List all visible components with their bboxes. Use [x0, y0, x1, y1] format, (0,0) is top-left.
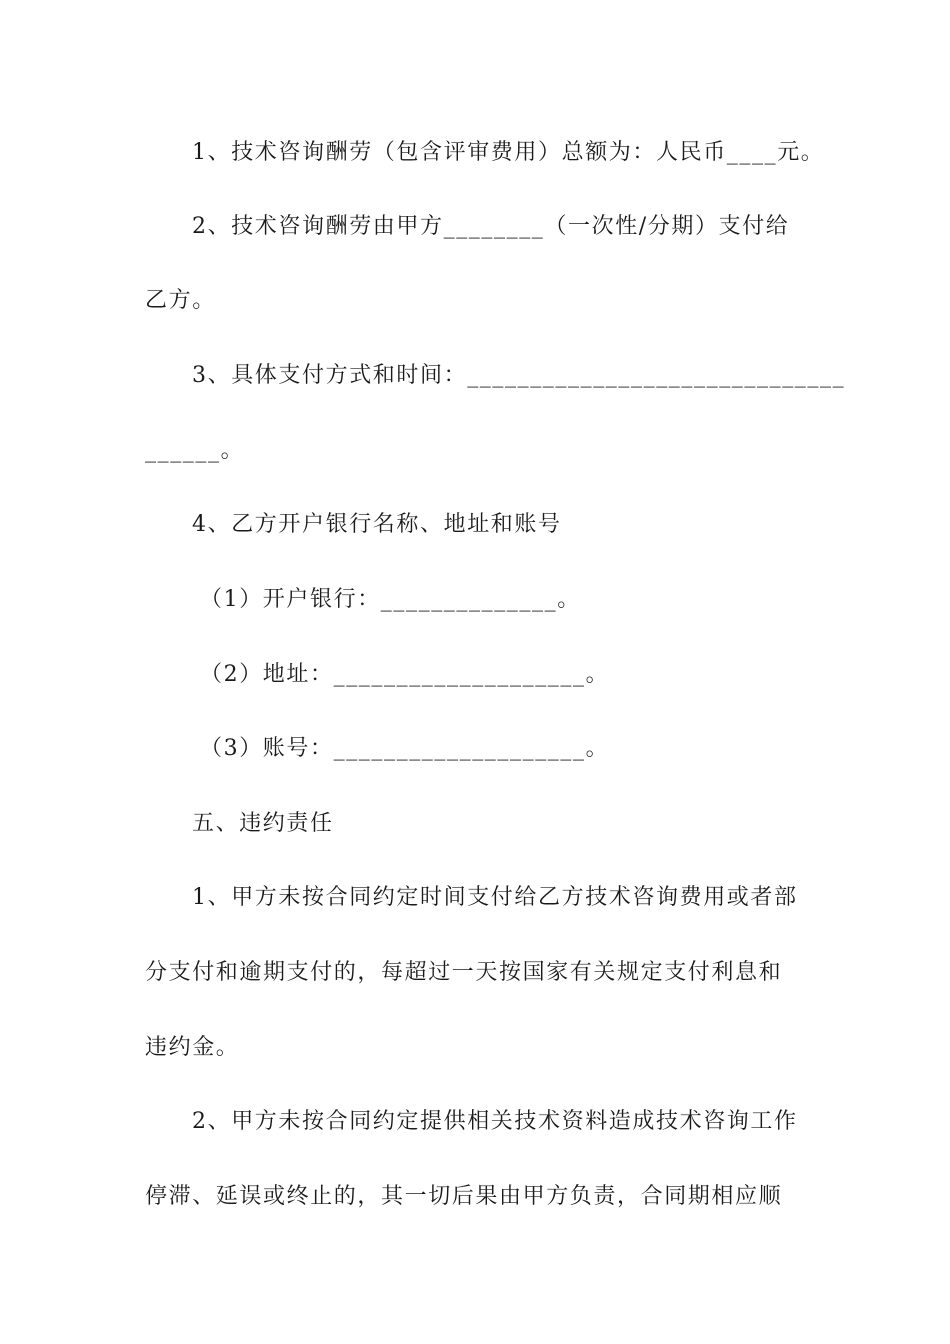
bank-name-line: （1）开户银行：______________。 [200, 587, 581, 612]
payment-time-line: 3、具体支付方式和时间：______________________________ [192, 363, 846, 388]
payment-method-line-cont: 乙方。 [145, 288, 216, 313]
breach-clause-2-line-1: 2、甲方未按合同约定提供相关技术资料造成技术咨询工作 [192, 1109, 798, 1134]
payment-time-line-cont: ______。 [145, 438, 245, 463]
breach-clause-1-line-3: 违约金。 [145, 1035, 240, 1060]
bank-account-line: （3）账号：____________________。 [200, 736, 610, 761]
bank-info-heading: 4、乙方开户银行名称、地址和账号 [192, 512, 562, 537]
breach-clause-1-line-2: 分支付和逾期支付的，每超过一天按国家有关规定支付利息和 [145, 960, 783, 985]
breach-clause-1-line-1: 1、甲方未按合同约定时间支付给乙方技术咨询费用或者部 [192, 885, 798, 910]
payment-method-line: 2、技术咨询酬劳由甲方________（一次性/分期）支付给 [192, 214, 790, 239]
section-heading-breach: 五、违约责任 [192, 811, 334, 836]
breach-clause-2-line-2: 停滞、延误或终止的，其一切后果由甲方负责，合同期相应顺 [145, 1184, 783, 1209]
payment-total-line: 1、技术咨询酬劳（包含评审费用）总额为：人民币____元。 [192, 140, 825, 165]
bank-address-line: （2）地址：____________________。 [200, 662, 610, 687]
